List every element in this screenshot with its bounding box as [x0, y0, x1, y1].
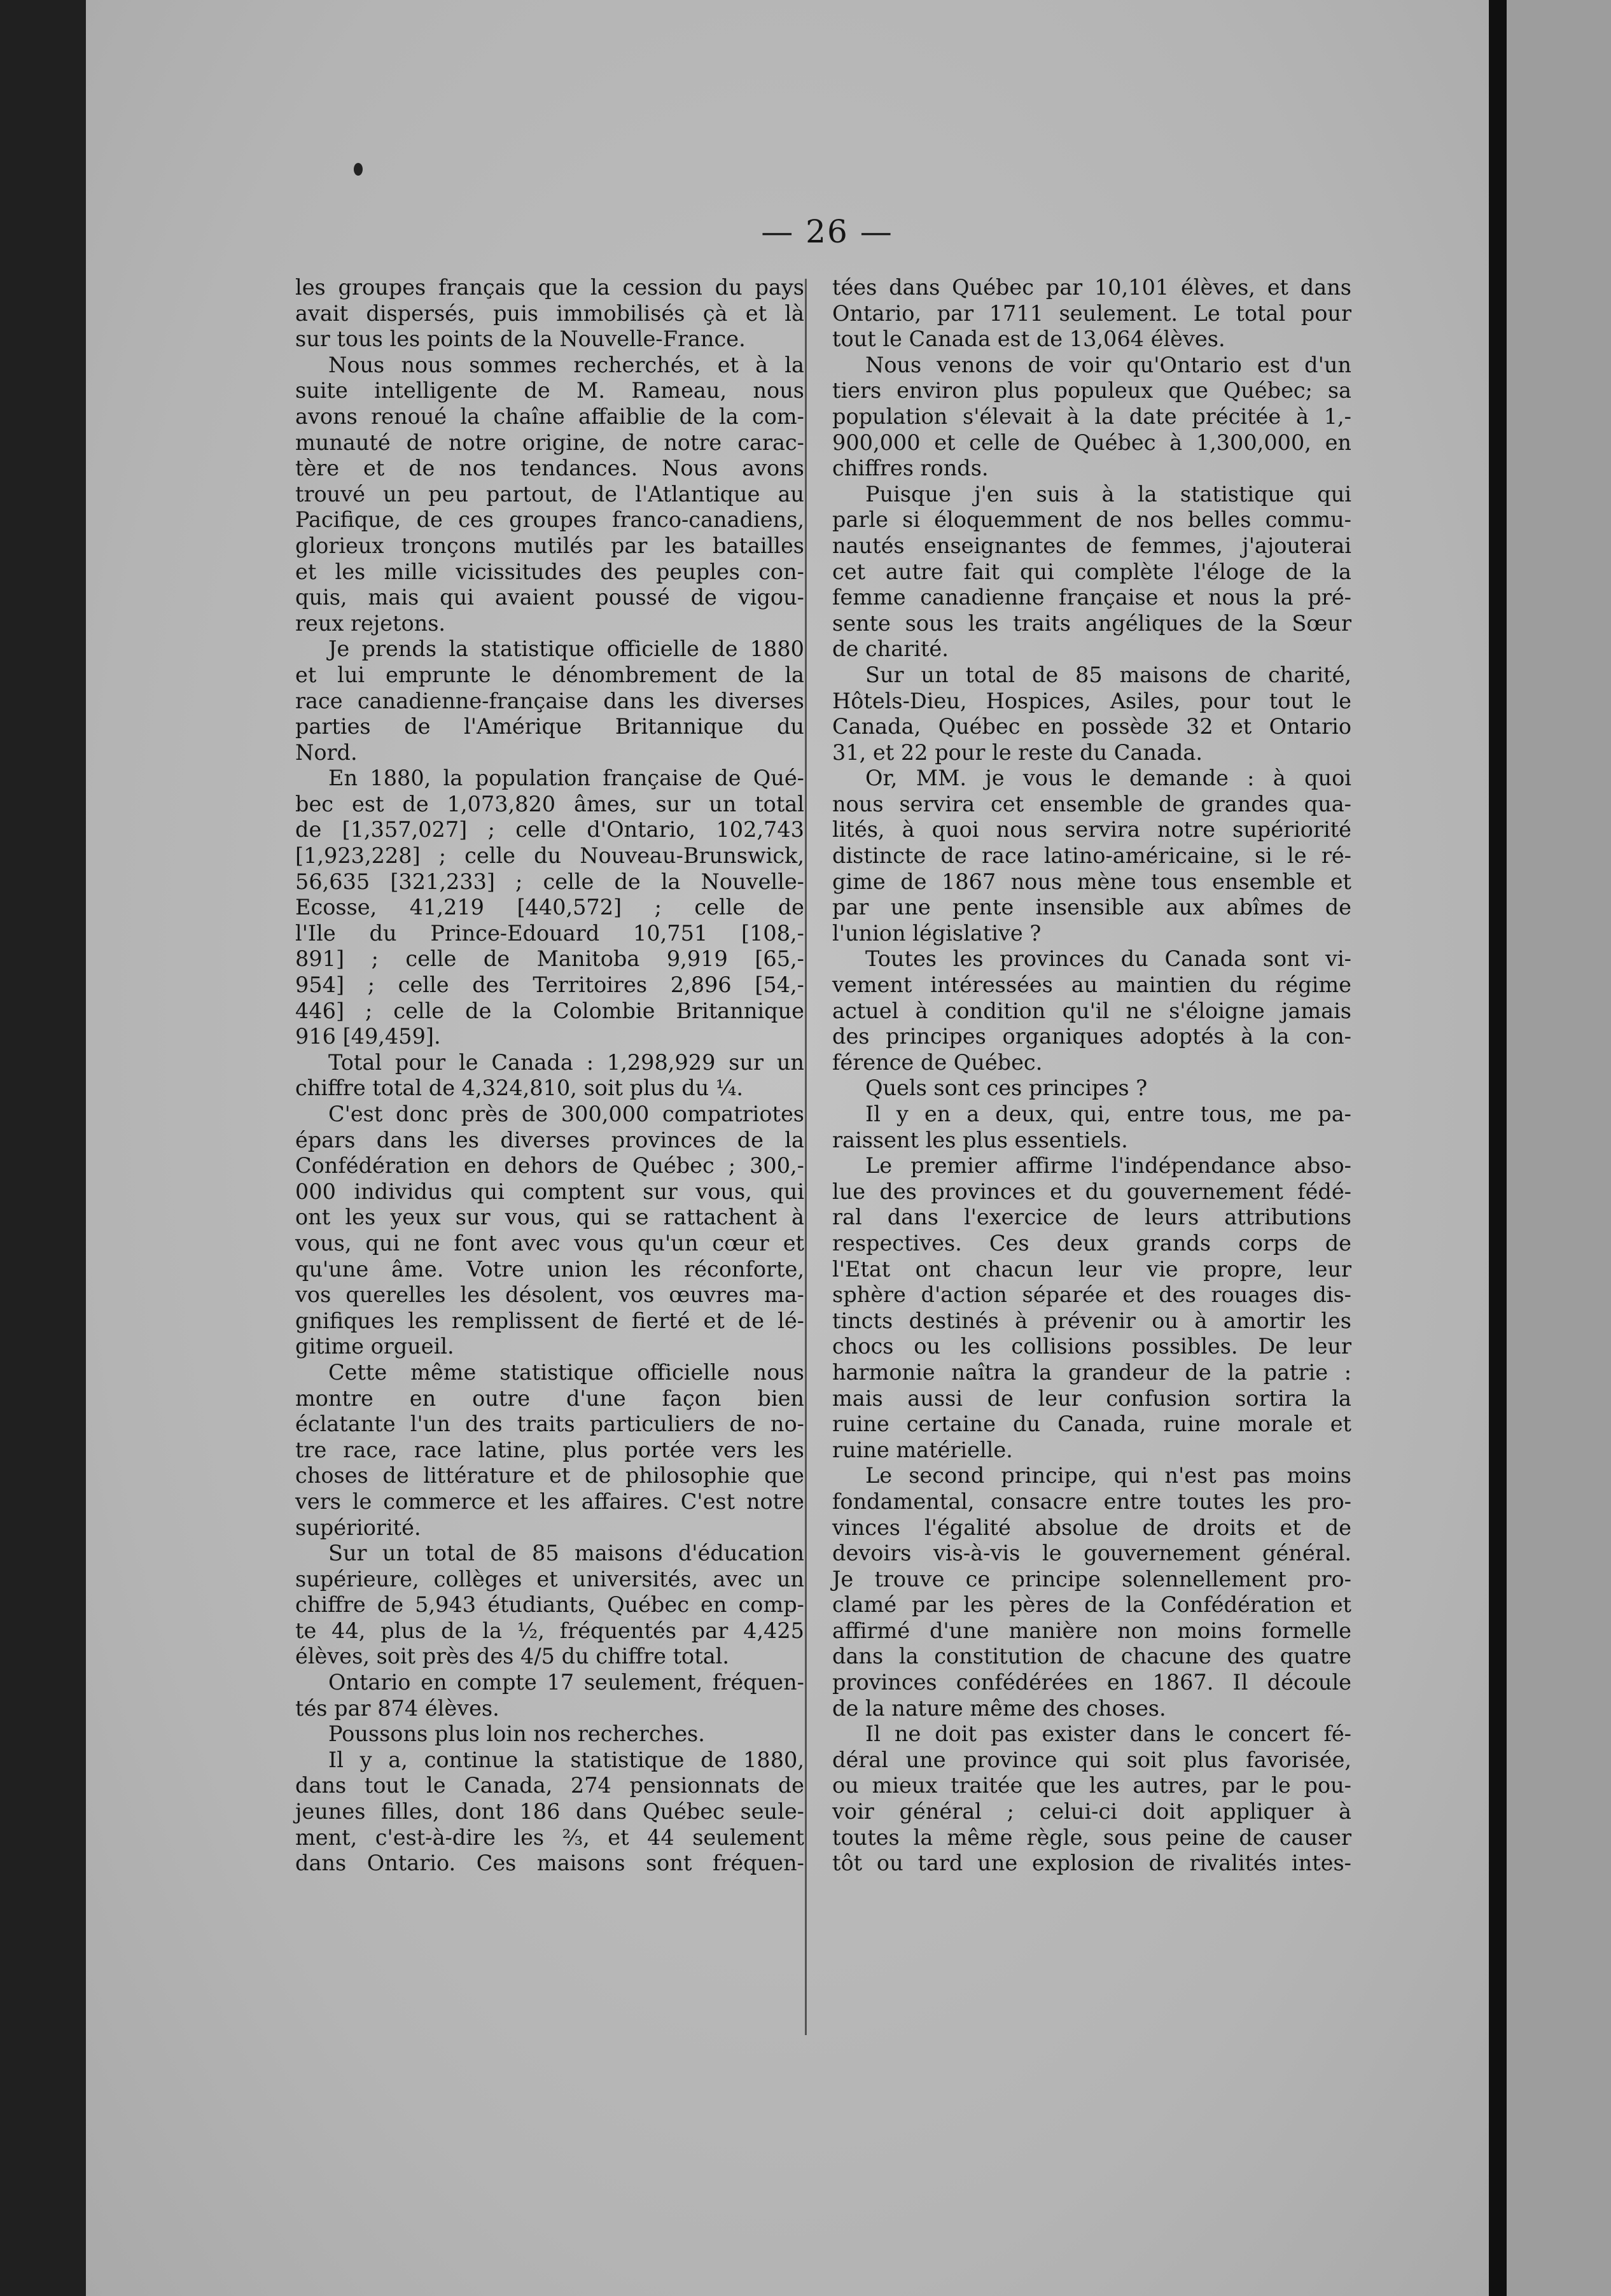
text-line: 916 [49,459]. [295, 1024, 441, 1049]
text-line: harmonie naîtra la grandeur de la patrie : [832, 1359, 1351, 1385]
text-line: de charité. [832, 636, 949, 662]
text-line: vos querelles les désolent, vos œuvres ma- [295, 1282, 804, 1308]
text-line: chiffre de 5,943 étudiants, Québec en comp- [295, 1592, 804, 1618]
text-line: nautés enseignantes de femmes, j'ajouterai [832, 533, 1351, 558]
text-line: ral dans l'exercice de leurs attributions [832, 1205, 1351, 1230]
text-line: devoirs vis-à-vis le gouvernement général. [832, 1541, 1351, 1566]
page-edge-shadow [1489, 0, 1507, 2296]
text-line: de la nature même des choses. [832, 1695, 1166, 1721]
text-line: lités, à quoi nous servira notre supériorité [832, 817, 1351, 843]
text-line: tés par 874 élèves. [295, 1695, 499, 1721]
text-line: Il y en a deux, qui, entre tous, me pa- [865, 1102, 1351, 1126]
ink-spot [354, 163, 363, 176]
text-line: tincts destinés à prévenir ou à amortir les [832, 1308, 1351, 1333]
text-line: C'est donc près de 300,000 compatriotes [328, 1102, 804, 1126]
text-line: sur tous les points de la Nouvelle-France. [295, 326, 746, 352]
text-line: ont les yeux sur vous, qui se rattachent à [295, 1205, 804, 1230]
text-line: Sur un total de 85 maisons de charité, [865, 662, 1351, 687]
text-line: férence de Québec. [832, 1049, 1043, 1075]
text-line: 446] ; celle de la Colombie Britannique [295, 998, 804, 1023]
text-line: clamé par les pères de la Confédération et [832, 1592, 1351, 1618]
column-divider [805, 279, 807, 2035]
text-line: distincte de race latino-américaine, si le ré- [832, 843, 1351, 869]
text-line: ment, c'est-à-dire les ⅔, et 44 seulement [295, 1824, 804, 1850]
text-line: épars dans les diverses provinces de la [295, 1127, 804, 1152]
text-line: Nous nous sommes recherchés, et à la [328, 352, 804, 377]
text-line: Cette même statistique officielle nous [328, 1359, 804, 1385]
text-line: lue des provinces et du gouvernement fédé- [832, 1179, 1351, 1204]
text-line: déral une province qui soit plus favorisée, [832, 1747, 1351, 1772]
text-line: chiffres ronds. [832, 456, 989, 481]
text-line: tôt ou tard une explosion de rivalités intes- [832, 1851, 1351, 1876]
text-line: vous, qui ne font avec vous qu'un cœur et [295, 1230, 804, 1256]
facing-page-strip [1507, 0, 1611, 2296]
text-line: voir général ; celui-ci doit appliquer à [832, 1799, 1351, 1824]
text-line: les groupes français que la cession du pays [295, 275, 804, 300]
text-line: tées dans Québec par 10,101 élèves, et dans [832, 275, 1351, 300]
text-line: sphère d'action séparée et des rouages dis- [832, 1282, 1351, 1308]
text-line: avait dispersés, puis immobilisés çà et là [295, 300, 804, 326]
text-line: suite intelligente de M. Rameau, nous [295, 378, 804, 403]
text-line: En 1880, la population française de Qué- [328, 766, 804, 791]
text-line: Nord. [295, 739, 358, 765]
text-line: Total pour le Canada : 1,298,929 sur un [328, 1049, 804, 1075]
text-line: affirmé d'une manière non moins formelle [832, 1618, 1351, 1643]
text-line: race canadienne-française dans les diverses [295, 688, 804, 713]
text-line: Le second principe, qui n'est pas moins [865, 1463, 1351, 1488]
text-line: Il y a, continue la statistique de 1880, [328, 1747, 804, 1772]
text-line: Hôtels-Dieu, Hospices, Asiles, pour tout le [832, 688, 1351, 713]
text-line: cet autre fait qui complète l'éloge de la [832, 559, 1351, 584]
text-line: respectives. Ces deux grands corps de [832, 1230, 1351, 1256]
text-line: quis, mais qui avaient poussé de vigou- [295, 585, 804, 610]
text-line: chocs ou les collisions possibles. De leur [832, 1334, 1351, 1359]
text-line: 891] ; celle de Manitoba 9,919 [65,- [295, 946, 804, 972]
text-line: des principes organiques adoptés à la con- [832, 1024, 1351, 1049]
text-line: Quels sont ces principes ? [865, 1075, 1148, 1101]
text-line: fondamental, consacre entre toutes les pro- [832, 1488, 1351, 1514]
text-line: l'union législative ? [832, 920, 1042, 946]
text-line: tiers environ plus populeux que Québec; sa [832, 378, 1351, 403]
text-line: Ontario en compte 17 seulement, fréquen- [328, 1670, 804, 1695]
text-line: vement intéressées au maintien du régime [832, 972, 1351, 998]
text-line: tre race, race latine, plus portée vers les [295, 1437, 804, 1462]
text-line: ruine certaine du Canada, ruine morale et [832, 1411, 1351, 1437]
text-line: ou mieux traitée que les autres, par le pou- [832, 1773, 1351, 1798]
text-line: dans la constitution de chacune des quatre [832, 1644, 1351, 1669]
text-line: vinces l'égalité absolue de droits et de [832, 1515, 1351, 1540]
text-line: parle si éloquemment de nos belles commu- [832, 507, 1351, 533]
text-line: gime de 1867 nous mène tous ensemble et [832, 869, 1351, 894]
text-line: Confédération en dehors de Québec ; 300,- [295, 1153, 804, 1179]
text-line: reux rejetons. [295, 610, 446, 636]
text-line: avons renoué la chaîne affaiblie de la com- [295, 403, 804, 429]
text-line: montre en outre d'une façon bien [295, 1385, 804, 1411]
text-line: Pacifique, de ces groupes franco-canadiens, [295, 507, 804, 533]
text-line: parties de l'Amérique Britannique du [295, 714, 804, 739]
text-line: par une pente insensible aux abîmes de [832, 895, 1351, 920]
right-text-column [832, 275, 1351, 1877]
text-line: supérieure, collèges et universités, avec un [295, 1566, 804, 1592]
text-line: te 44, plus de la ½, fréquentés par 4,425 [295, 1618, 804, 1643]
text-line: 31, et 22 pour le reste du Canada. [832, 739, 1203, 765]
text-line: 56,635 [321,233] ; celle de la Nouvelle- [295, 869, 804, 894]
text-line: [1,923,228] ; celle du Nouveau-Brunswick, [295, 843, 804, 869]
text-line: Ecosse, 41,219 [440,572] ; celle de [295, 895, 804, 920]
text-line: et lui emprunte le dénombrement de la [295, 662, 804, 687]
text-line: Sur un total de 85 maisons d'éducation [328, 1541, 804, 1566]
text-line: jeunes filles, dont 186 dans Québec seule- [295, 1799, 804, 1824]
text-line: Toutes les provinces du Canada sont vi- [865, 946, 1351, 972]
text-line: tère et de nos tendances. Nous avons [295, 456, 804, 481]
text-line: 000 individus qui comptent sur vous, qui [295, 1179, 804, 1204]
text-line: qu'une âme. Votre union les réconforte, [295, 1256, 804, 1282]
text-line: Je prends la statistique officielle de 1880 [328, 636, 804, 662]
text-line: glorieux tronçons mutilés par les batailles [295, 533, 804, 558]
text-line: Le premier affirme l'indépendance abso- [865, 1153, 1351, 1179]
text-line: dans tout le Canada, 274 pensionnats de [295, 1773, 804, 1798]
text-line: l'Etat ont chacun leur vie propre, leur [832, 1256, 1351, 1282]
text-line: bec est de 1,073,820 âmes, sur un total [295, 791, 804, 816]
text-line: gitime orgueil. [295, 1334, 454, 1359]
page-number: — 26 — [761, 213, 893, 250]
text-line: Nous venons de voir qu'Ontario est d'un [865, 352, 1351, 377]
text-line: de [1,357,027] ; celle d'Ontario, 102,743 [295, 817, 804, 843]
text-line: Canada, Québec en possède 32 et Ontario [832, 714, 1351, 739]
text-line: 954] ; celle des Territoires 2,896 [54,- [295, 972, 804, 998]
text-line: munauté de notre origine, de notre carac- [295, 430, 804, 455]
text-line: ruine matérielle. [832, 1437, 1013, 1462]
text-line: choses de littérature et de philosophie que [295, 1463, 804, 1488]
text-line: et les mille vicissitudes des peuples con- [295, 559, 804, 584]
text-line: Je trouve ce principe solennellement pro- [832, 1566, 1351, 1592]
text-line: dans Ontario. Ces maisons sont fréquen- [295, 1851, 804, 1876]
text-line: sente sous les traits angéliques de la Sœur [832, 610, 1351, 636]
text-line: nous servira cet ensemble de grandes qua- [832, 791, 1351, 816]
text-line: l'Ile du Prince-Edouard 10,751 [108,- [295, 920, 804, 946]
text-line: gnifiques les remplissent de fierté et de lé- [295, 1308, 804, 1333]
text-line: Il ne doit pas exister dans le concert fé- [865, 1721, 1351, 1747]
text-line: actuel à condition qu'il ne s'éloigne jamais [832, 998, 1351, 1023]
text-line: Poussons plus loin nos recherches. [328, 1721, 705, 1747]
text-line: population s'élevait à la date précitée à 1,- [832, 403, 1351, 429]
text-line: Or, MM. je vous le demande : à quoi [865, 766, 1351, 791]
text-line: éclatante l'un des traits particuliers de no- [295, 1411, 804, 1437]
text-line: chiffre total de 4,324,810, soit plus du ¼. [295, 1075, 744, 1101]
left-text-column [295, 275, 804, 1877]
text-line: élèves, soit près des 4/5 du chiffre total. [295, 1644, 730, 1669]
text-line: tout le Canada est de 13,064 élèves. [832, 326, 1225, 352]
text-line: trouvé un peu partout, de l'Atlantique au [295, 481, 804, 507]
text-line: vers le commerce et les affaires. C'est notre [295, 1488, 804, 1514]
text-line: femme canadienne française et nous la pré- [832, 585, 1351, 610]
text-line: raissent les plus essentiels. [832, 1127, 1128, 1152]
text-line: Ontario, par 1711 seulement. Le total pour [832, 300, 1351, 326]
text-line: toutes la même règle, sous peine de causer [832, 1824, 1351, 1850]
text-line: provinces confédérées en 1867. Il découle [832, 1670, 1351, 1695]
text-line: 900,000 et celle de Québec à 1,300,000, en [832, 430, 1351, 455]
text-line: Puisque j'en suis à la statistique qui [865, 481, 1351, 507]
text-line: mais aussi de leur confusion sortira la [832, 1385, 1351, 1411]
text-line: supériorité. [295, 1515, 421, 1540]
